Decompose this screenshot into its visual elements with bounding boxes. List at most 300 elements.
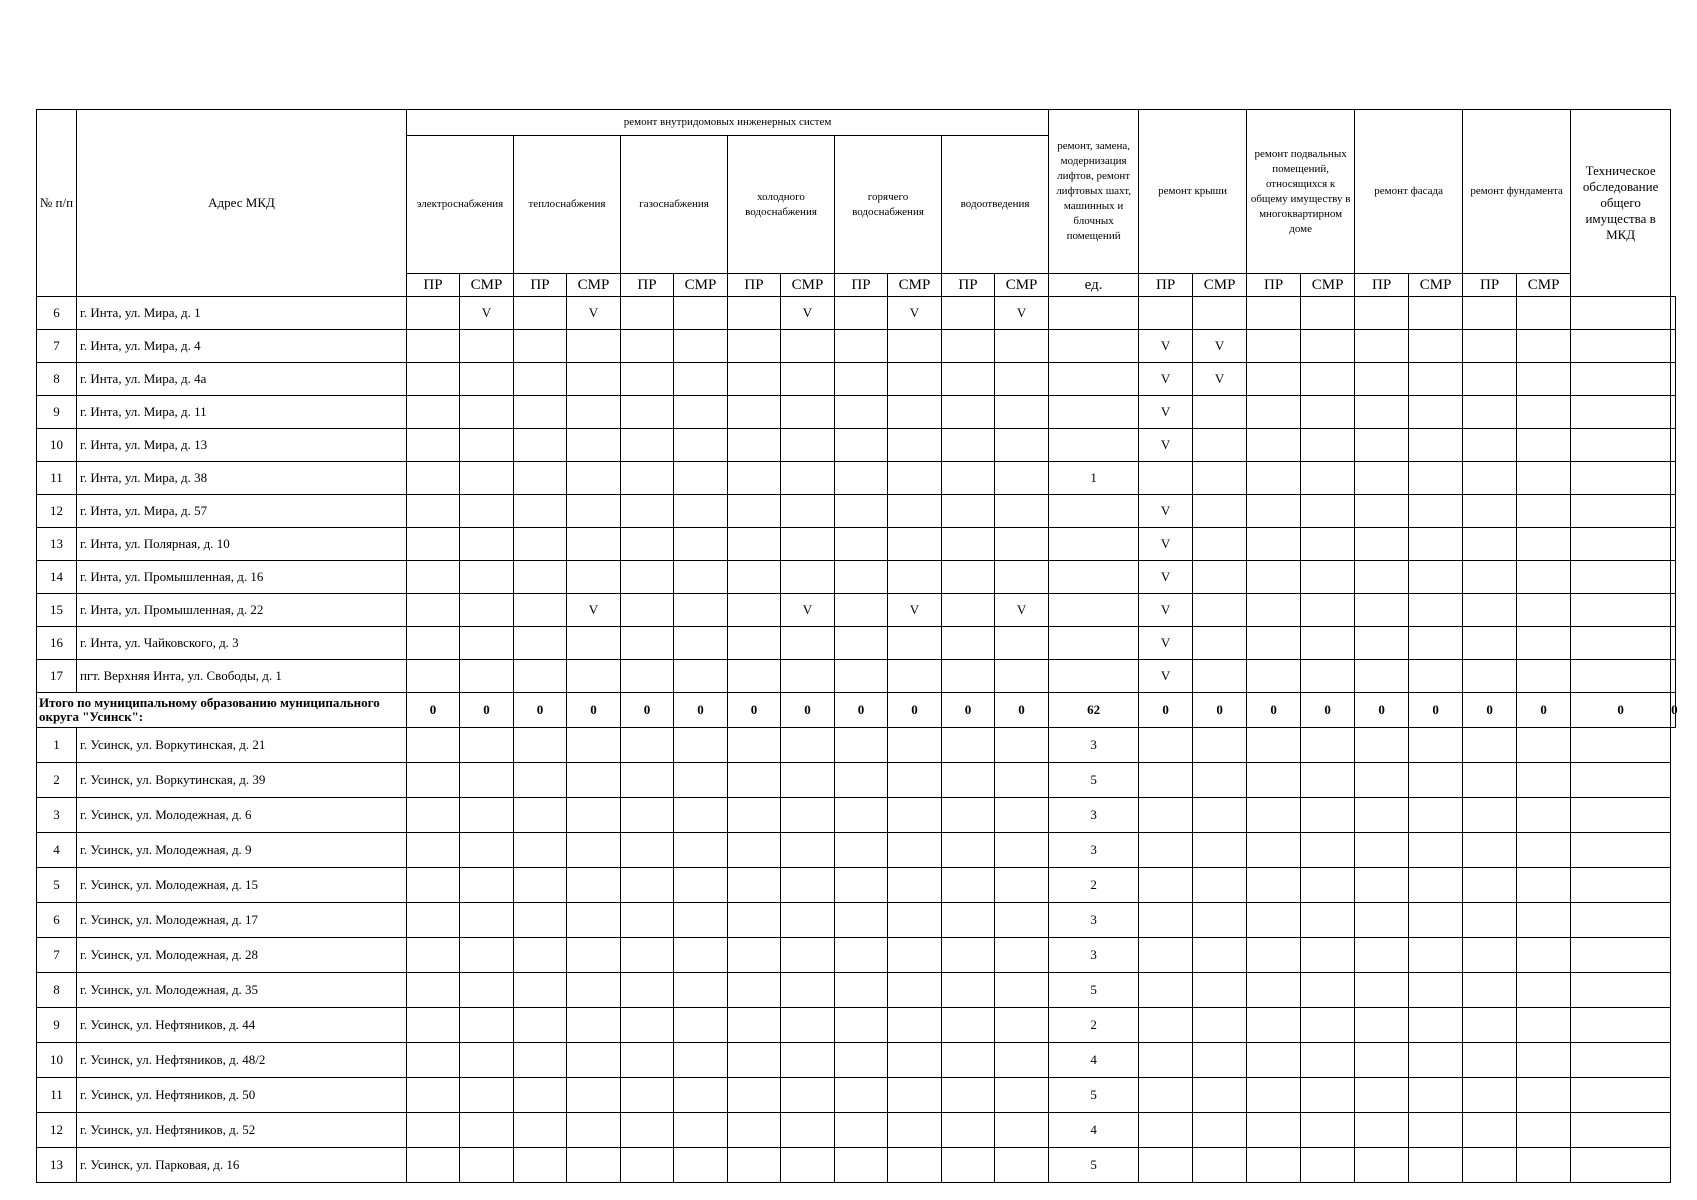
- row-cell-lifts: 3: [1049, 903, 1139, 938]
- total-value: 0: [1247, 693, 1301, 728]
- row-cell: [621, 528, 674, 561]
- row-cell: [728, 363, 781, 396]
- row-cell: [728, 763, 781, 798]
- row-cell: [835, 594, 888, 627]
- row-cell: [835, 297, 888, 330]
- row-cell: [995, 1043, 1049, 1078]
- header-roof: ремонт крыши: [1139, 110, 1247, 274]
- row-cell: [781, 868, 835, 903]
- row-cell: [567, 1078, 621, 1113]
- table-row: [37, 495, 1676, 528]
- row-cell: [1409, 363, 1463, 396]
- row-cell: [888, 973, 942, 1008]
- row-cell: [728, 495, 781, 528]
- row-cell: [621, 763, 674, 798]
- row-cell: [674, 495, 728, 528]
- row-cell: [567, 833, 621, 868]
- row-cell: [514, 660, 567, 693]
- row-cell: [1571, 833, 1671, 868]
- row-cell: [407, 297, 460, 330]
- row-cell: [1409, 495, 1463, 528]
- row-cell: [728, 594, 781, 627]
- table-row: [37, 1078, 1676, 1113]
- row-cell: [1409, 798, 1463, 833]
- row-cell: [1355, 528, 1409, 561]
- row-cell: [1301, 1008, 1355, 1043]
- row-cell: [1571, 763, 1671, 798]
- row-cell-lifts: 5: [1049, 763, 1139, 798]
- row-cell: [835, 1008, 888, 1043]
- row-cell-inspection: [1671, 594, 1676, 627]
- table-row: [37, 594, 1676, 627]
- row-cell: [995, 429, 1049, 462]
- row-cell: [1463, 660, 1517, 693]
- row-cell: [514, 798, 567, 833]
- row-cell: [407, 763, 460, 798]
- row-cell: [567, 728, 621, 763]
- row-cell: [1193, 938, 1247, 973]
- row-cell: [1049, 330, 1139, 363]
- row-address: г. Инта, ул. Мира, д. 57: [77, 495, 407, 528]
- row-address: г. Инта, ул. Промышленная, д. 22: [77, 594, 407, 627]
- row-cell: [1463, 1008, 1517, 1043]
- row-cell-inspection: [1671, 627, 1676, 660]
- subheader-pr: ПР: [1247, 274, 1301, 297]
- row-cell: [1139, 1113, 1193, 1148]
- row-cell: [942, 1113, 995, 1148]
- row-cell: [728, 1008, 781, 1043]
- subheader-pr: ПР: [1463, 274, 1517, 297]
- row-cell: [460, 363, 514, 396]
- row-cell: [728, 528, 781, 561]
- row-cell: [407, 561, 460, 594]
- row-cell: [460, 903, 514, 938]
- row-cell: [460, 1043, 514, 1078]
- subheader-smr: СМР: [1193, 274, 1247, 297]
- row-cell: [1301, 396, 1355, 429]
- row-address: г. Инта, ул. Мира, д. 13: [77, 429, 407, 462]
- row-cell: [1463, 1148, 1517, 1183]
- row-number: 11: [37, 1078, 77, 1113]
- row-cell: [835, 938, 888, 973]
- row-cell: [1517, 1043, 1571, 1078]
- row-address: г. Усинск, ул. Молодежная, д. 6: [77, 798, 407, 833]
- table-row: [37, 1148, 1676, 1183]
- row-cell: [995, 868, 1049, 903]
- row-cell: [1301, 728, 1355, 763]
- row-cell: [460, 1148, 514, 1183]
- row-cell: [1409, 462, 1463, 495]
- row-cell: [460, 660, 514, 693]
- row-cell: [567, 495, 621, 528]
- row-cell: V: [888, 594, 942, 627]
- row-cell: [728, 627, 781, 660]
- row-cell: [835, 1113, 888, 1148]
- row-cell: [514, 429, 567, 462]
- row-cell: [728, 1148, 781, 1183]
- row-cell: V: [1139, 396, 1193, 429]
- row-cell: V: [1139, 528, 1193, 561]
- row-cell: [407, 363, 460, 396]
- row-cell: [781, 627, 835, 660]
- row-cell: [835, 528, 888, 561]
- row-cell: [674, 594, 728, 627]
- row-cell: [1517, 330, 1571, 363]
- row-cell: [1409, 660, 1463, 693]
- row-cell: [1193, 528, 1247, 561]
- row-cell: [407, 660, 460, 693]
- row-cell: [942, 868, 995, 903]
- row-cell: [1517, 660, 1571, 693]
- row-cell: [1517, 938, 1571, 973]
- header-system-electric: электроснабжения: [407, 136, 514, 274]
- subheader-pr: ПР: [621, 274, 674, 297]
- row-cell: [835, 1078, 888, 1113]
- row-cell: [1517, 973, 1571, 1008]
- row-cell: [621, 330, 674, 363]
- row-cell: [728, 561, 781, 594]
- row-cell: [1247, 1148, 1301, 1183]
- row-cell: [1355, 396, 1409, 429]
- row-cell: [1517, 1113, 1571, 1148]
- row-cell: [1301, 429, 1355, 462]
- row-cell: [1571, 429, 1671, 462]
- row-cell: [1193, 429, 1247, 462]
- row-cell-inspection: [1671, 330, 1676, 363]
- row-cell: V: [1139, 594, 1193, 627]
- table-row: [37, 561, 1676, 594]
- row-cell: [781, 561, 835, 594]
- row-number: 12: [37, 495, 77, 528]
- row-cell: [1463, 363, 1517, 396]
- row-cell: [1571, 1078, 1671, 1113]
- row-cell: [1463, 833, 1517, 868]
- row-cell: [674, 330, 728, 363]
- total-value: 0: [728, 693, 781, 728]
- row-cell: [1409, 1078, 1463, 1113]
- table-body: [37, 297, 1676, 1183]
- total-value: 0: [460, 693, 514, 728]
- row-cell: [1517, 462, 1571, 495]
- row-address: г. Инта, ул. Мира, д. 1: [77, 297, 407, 330]
- row-cell: V: [567, 594, 621, 627]
- row-cell: [781, 938, 835, 973]
- header-address: Адрес МКД: [77, 110, 407, 297]
- row-cell: [1409, 528, 1463, 561]
- row-cell: [621, 627, 674, 660]
- table-row: [37, 396, 1676, 429]
- row-cell: [514, 1043, 567, 1078]
- row-address: г. Усинск, ул. Молодежная, д. 17: [77, 903, 407, 938]
- row-cell: [781, 462, 835, 495]
- row-cell: [995, 330, 1049, 363]
- row-cell: [1355, 330, 1409, 363]
- row-cell: [942, 763, 995, 798]
- row-number: 1: [37, 728, 77, 763]
- row-cell: [514, 763, 567, 798]
- row-cell: V: [995, 594, 1049, 627]
- row-cell: [942, 429, 995, 462]
- row-cell: [1463, 868, 1517, 903]
- row-cell: [407, 833, 460, 868]
- header-basement: ремонт подвальных помещений, относящихся к общему имуществу в многоквартирном доме: [1247, 110, 1355, 274]
- row-cell: [1463, 798, 1517, 833]
- row-cell: [460, 833, 514, 868]
- row-cell: [1247, 297, 1301, 330]
- row-cell-inspection: [1671, 528, 1676, 561]
- row-cell: [407, 462, 460, 495]
- row-cell: [1355, 903, 1409, 938]
- total-value: 0: [674, 693, 728, 728]
- row-cell: [1247, 627, 1301, 660]
- row-cell: [1517, 1078, 1571, 1113]
- row-cell: [567, 903, 621, 938]
- row-cell: [1517, 495, 1571, 528]
- total-value: 0: [1193, 693, 1247, 728]
- row-number: 13: [37, 1148, 77, 1183]
- row-cell: [1049, 297, 1139, 330]
- row-cell: [621, 1078, 674, 1113]
- row-cell: [888, 903, 942, 938]
- row-cell: [835, 973, 888, 1008]
- row-cell: [1463, 495, 1517, 528]
- subheader-pr: ПР: [1139, 274, 1193, 297]
- row-cell: [942, 528, 995, 561]
- row-address: г. Усинск, ул. Молодежная, д. 9: [77, 833, 407, 868]
- row-cell: [781, 728, 835, 763]
- row-cell: [514, 363, 567, 396]
- row-address: г. Усинск, ул. Парковая, д. 16: [77, 1148, 407, 1183]
- row-cell: [1463, 1078, 1517, 1113]
- row-cell: [567, 561, 621, 594]
- total-value: 0: [835, 693, 888, 728]
- row-cell: [728, 330, 781, 363]
- row-cell: [888, 495, 942, 528]
- row-cell: [567, 1008, 621, 1043]
- row-cell-lifts: 3: [1049, 798, 1139, 833]
- row-cell: [942, 1148, 995, 1183]
- row-cell: [567, 462, 621, 495]
- row-cell: [674, 363, 728, 396]
- table-row: [37, 903, 1676, 938]
- row-cell: [674, 973, 728, 1008]
- row-cell: [1247, 528, 1301, 561]
- row-cell: [1139, 903, 1193, 938]
- row-cell: [1517, 903, 1571, 938]
- row-cell: [1139, 297, 1193, 330]
- row-cell: [1355, 938, 1409, 973]
- row-cell: [728, 728, 781, 763]
- row-number: 9: [37, 396, 77, 429]
- row-cell: [567, 363, 621, 396]
- row-cell: [1517, 363, 1571, 396]
- row-cell: [728, 1043, 781, 1078]
- row-cell: [835, 763, 888, 798]
- subheader-smr: СМР: [1301, 274, 1355, 297]
- row-number: 5: [37, 868, 77, 903]
- row-address: г. Инта, ул. Промышленная, д. 16: [77, 561, 407, 594]
- row-cell: [1355, 627, 1409, 660]
- row-cell: [728, 429, 781, 462]
- row-cell: [995, 660, 1049, 693]
- row-cell: [888, 728, 942, 763]
- total-value: 0: [514, 693, 567, 728]
- row-cell: [728, 903, 781, 938]
- row-cell: [1247, 495, 1301, 528]
- total-value: 0: [407, 693, 460, 728]
- row-cell: [1355, 660, 1409, 693]
- row-cell: V: [1139, 495, 1193, 528]
- row-cell: [888, 833, 942, 868]
- subheader-pr: ПР: [835, 274, 888, 297]
- table-row: [37, 763, 1676, 798]
- row-cell: [888, 1078, 942, 1113]
- row-cell: [1193, 660, 1247, 693]
- row-cell: V: [781, 297, 835, 330]
- row-cell: [888, 1008, 942, 1043]
- row-number: 6: [37, 297, 77, 330]
- row-cell: [781, 1043, 835, 1078]
- row-cell: [995, 462, 1049, 495]
- row-cell-lifts: 2: [1049, 1008, 1139, 1043]
- row-cell: [460, 798, 514, 833]
- row-cell: [567, 868, 621, 903]
- row-cell: [728, 1113, 781, 1148]
- row-cell: [514, 528, 567, 561]
- row-cell: [1463, 1043, 1517, 1078]
- row-cell: [1355, 763, 1409, 798]
- row-cell: [1193, 1043, 1247, 1078]
- row-cell: [460, 594, 514, 627]
- row-cell: [1139, 798, 1193, 833]
- row-cell-inspection: [1671, 495, 1676, 528]
- row-cell: [942, 330, 995, 363]
- row-cell: [835, 495, 888, 528]
- row-cell: [674, 297, 728, 330]
- row-cell: [888, 462, 942, 495]
- row-cell: [1355, 594, 1409, 627]
- row-cell: [1049, 528, 1139, 561]
- row-number: 3: [37, 798, 77, 833]
- row-cell-lifts: 3: [1049, 833, 1139, 868]
- header-facade: ремонт фасада: [1355, 110, 1463, 274]
- row-cell: [1409, 728, 1463, 763]
- row-cell: [621, 396, 674, 429]
- row-cell: [995, 396, 1049, 429]
- row-cell: [1355, 462, 1409, 495]
- row-cell: [567, 938, 621, 973]
- row-cell: [835, 462, 888, 495]
- row-cell: [460, 1008, 514, 1043]
- row-cell: [1517, 728, 1571, 763]
- row-cell: [1355, 973, 1409, 1008]
- row-cell: [1571, 660, 1671, 693]
- row-cell: [995, 528, 1049, 561]
- row-cell: [1571, 363, 1671, 396]
- row-cell: [1517, 561, 1571, 594]
- row-cell-inspection: [1671, 429, 1676, 462]
- row-cell: [1517, 798, 1571, 833]
- row-cell: [514, 627, 567, 660]
- row-cell: [1355, 429, 1409, 462]
- row-cell: [1463, 594, 1517, 627]
- row-cell: [621, 833, 674, 868]
- row-cell: [514, 903, 567, 938]
- row-cell: V: [888, 297, 942, 330]
- row-cell: [621, 561, 674, 594]
- row-cell: [1247, 594, 1301, 627]
- row-cell-lifts: 4: [1049, 1043, 1139, 1078]
- row-cell: [1247, 903, 1301, 938]
- subheader-smr: СМР: [995, 274, 1049, 297]
- row-cell: [995, 973, 1049, 1008]
- row-cell: [674, 938, 728, 973]
- row-cell: [567, 1148, 621, 1183]
- table-row: [37, 627, 1676, 660]
- table-row: [37, 660, 1676, 693]
- row-cell: [674, 798, 728, 833]
- total-value: 62: [1049, 693, 1139, 728]
- subheader-smr: СМР: [781, 274, 835, 297]
- row-cell: [1409, 1113, 1463, 1148]
- row-cell: [621, 495, 674, 528]
- subheader-smr: СМР: [567, 274, 621, 297]
- row-cell: [1139, 833, 1193, 868]
- row-cell: [1571, 297, 1671, 330]
- row-cell: [407, 396, 460, 429]
- row-cell: [781, 495, 835, 528]
- row-number: 4: [37, 833, 77, 868]
- row-cell: [1139, 728, 1193, 763]
- row-cell: [1193, 763, 1247, 798]
- row-cell: [460, 495, 514, 528]
- header-system-gas: газоснабжения: [621, 136, 728, 274]
- row-number: 17: [37, 660, 77, 693]
- row-cell: [1139, 1148, 1193, 1183]
- row-address: г. Усинск, ул. Нефтяников, д. 50: [77, 1078, 407, 1113]
- row-cell: [1463, 627, 1517, 660]
- row-number: 14: [37, 561, 77, 594]
- row-number: 16: [37, 627, 77, 660]
- row-cell: [460, 330, 514, 363]
- row-cell: [1193, 1008, 1247, 1043]
- row-cell: [1355, 868, 1409, 903]
- row-cell: [1193, 903, 1247, 938]
- total-value: 0: [888, 693, 942, 728]
- row-cell: [1301, 973, 1355, 1008]
- row-cell: [1193, 833, 1247, 868]
- row-cell: [1193, 297, 1247, 330]
- row-cell: [407, 1008, 460, 1043]
- row-cell: [1463, 429, 1517, 462]
- row-cell: [995, 363, 1049, 396]
- row-cell: [567, 763, 621, 798]
- row-cell: [407, 938, 460, 973]
- row-cell: [621, 868, 674, 903]
- row-cell: [888, 1043, 942, 1078]
- row-cell: [1409, 1148, 1463, 1183]
- row-cell: [942, 396, 995, 429]
- row-cell: [1517, 528, 1571, 561]
- row-cell: [1409, 627, 1463, 660]
- row-cell: [1301, 528, 1355, 561]
- row-cell: [835, 728, 888, 763]
- row-cell: [514, 1113, 567, 1148]
- row-cell: [835, 561, 888, 594]
- row-cell: [621, 429, 674, 462]
- row-cell: [460, 561, 514, 594]
- row-cell-inspection: [1671, 462, 1676, 495]
